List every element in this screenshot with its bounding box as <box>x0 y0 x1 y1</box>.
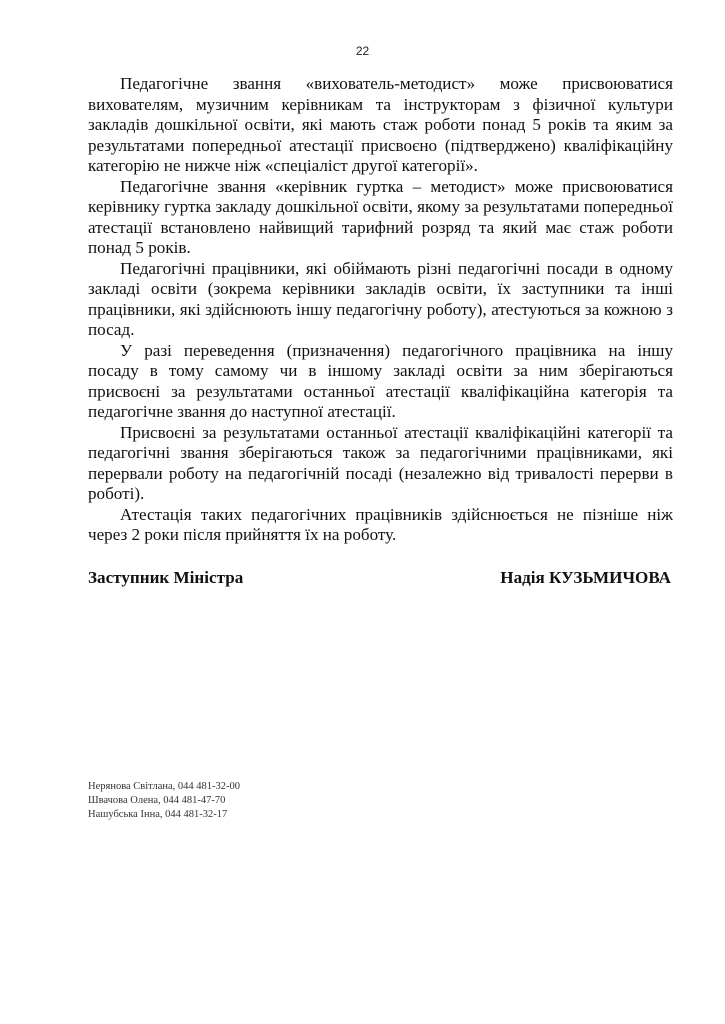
signature-name: Надія КУЗЬМИЧОВА <box>500 568 671 587</box>
document-body <box>88 74 673 546</box>
contact-line: Нерянова Світлана, 044 481-32-00 <box>88 781 241 792</box>
contact-line: Швачова Олена, 044 481-47-70 <box>88 795 226 806</box>
paragraph-club-leader-title: Педагогічне звання «керівник гуртка – методист» може присвоюватися керівнику гуртка закладу дошкільної освіти, якому за результатами попередньої атестації встановлено найвищий тарифний розряд та який має стаж роботи понад 5 років. <box>88 176 673 257</box>
signature-position: Заступник Міністра <box>88 568 244 587</box>
paragraph-transfer: У разі переведення (призначення) педагогічного працівника на іншу посаду в тому самому чи в іншому закладі освіти за ним зберігаються присвоєні за результатами останньої атестації кваліфікаційна категорія та педагогічне звання до наступної атестації. <box>88 340 673 421</box>
contacts-block <box>88 780 240 822</box>
paragraph-multiple-positions: Педагогічні працівники, які обіймають різні педагогічні посади в одному закладі освіти (зокрема керівники закладів освіти, їх заступники та інші працівники, які здійснюють іншу педагогічну роботу), атестуються за кожною з посад. <box>88 258 673 339</box>
paragraph-attestation-deadline: Атестація таких педагогічних працівників здійснюється не пізніше ніж через 2 роки після прийняття їх на роботу. <box>88 504 673 544</box>
page-number: 22 <box>355 44 370 58</box>
paragraph-break-in-work: Присвоєні за результатами останньої атестації кваліфікаційні категорії та педагогічні звання зберігаються також за педагогічними працівниками, які перервали роботу на педагогічній посаді (незалежно від тривалості перерви в роботі). <box>88 422 673 503</box>
contact-line: Нашубська Інна, 044 481-32-17 <box>88 809 228 820</box>
paragraph-methodist-title: Педагогічне звання «вихователь-методист» може присвоюватися вихователям, музичним керівникам та інструкторам з фізичної культури закладів дошкільної освіти, які мають стаж роботи понад 5 років та яким за результатами попередньої атестації присвоєно (підтверджено) кваліфікаційну категорію не нижче ніж «спеціаліст другої категорії». <box>88 74 673 175</box>
